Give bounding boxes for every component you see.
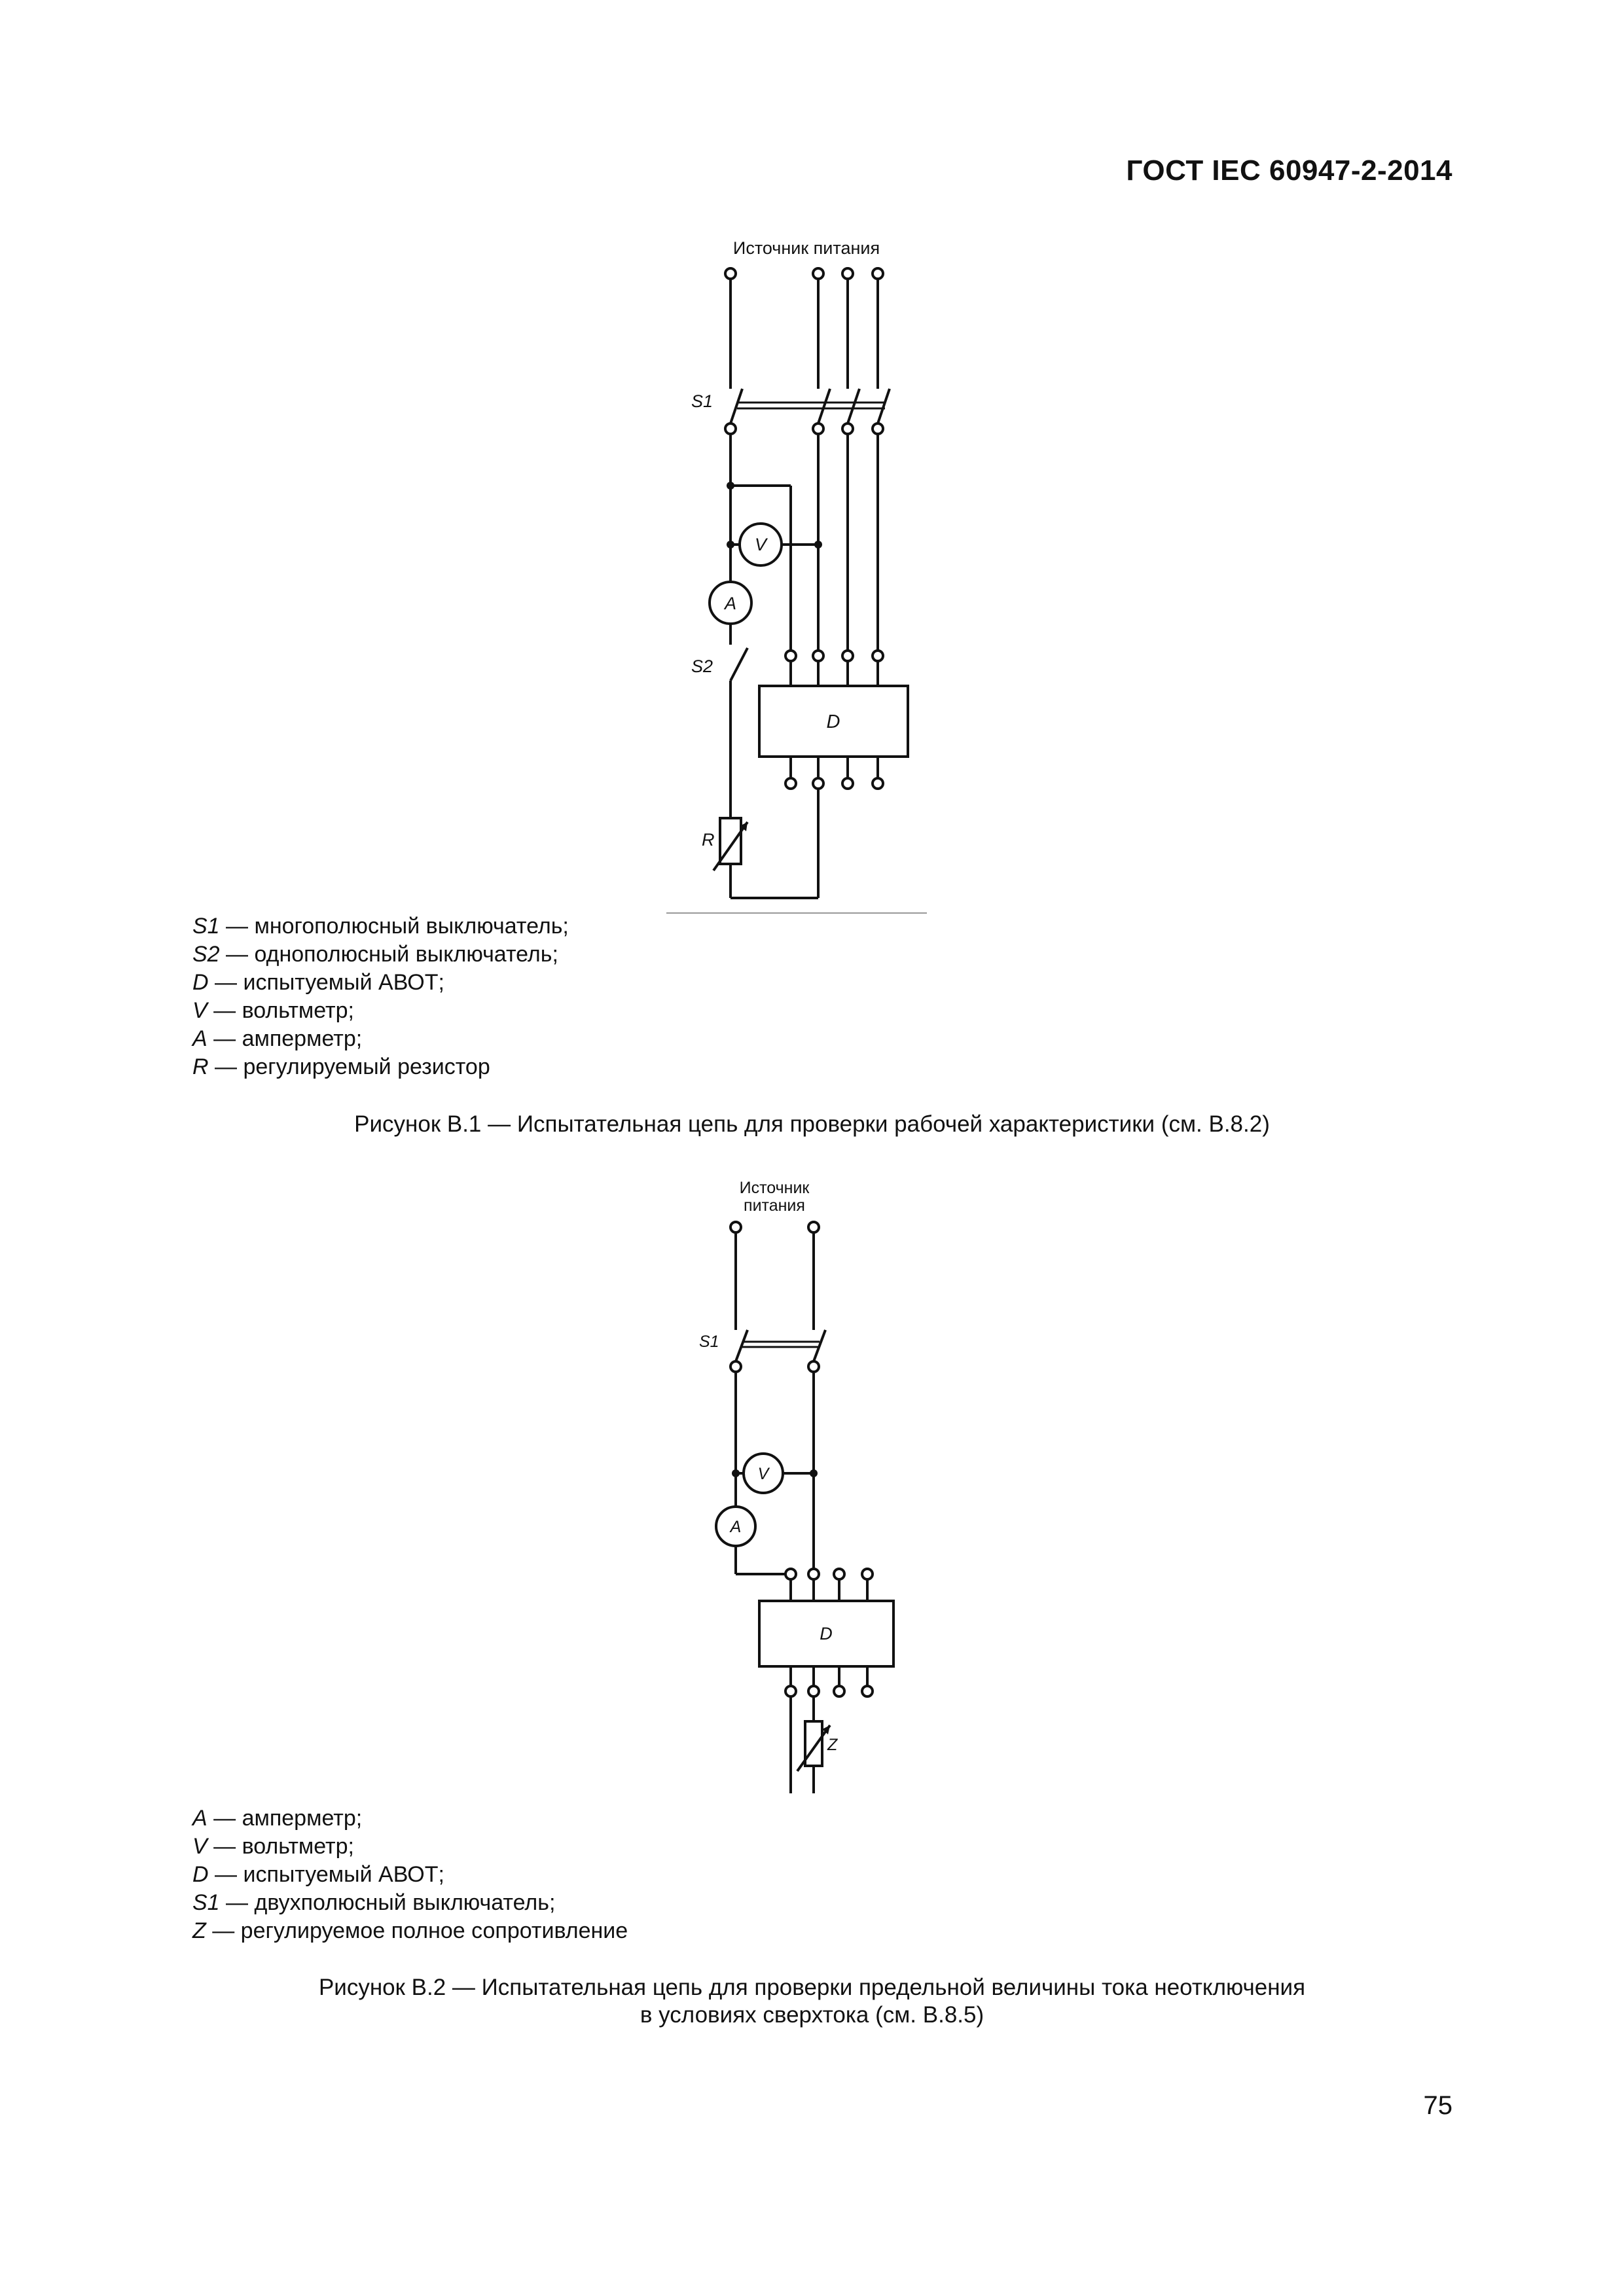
figure-1-resistor-label: R [702,830,715,850]
legend-item: V — вольтметр; [192,998,354,1023]
legend-item: R — регулируемый резистор [192,1054,490,1079]
figure-1-ammeter-label: A [724,594,737,613]
legend-item: V — вольтметр; [192,1834,354,1859]
s1-switch [736,1330,825,1361]
figure-2-device-label: D [820,1624,833,1643]
figure-2-caption-line2: в условиях сверхтока (см. В.8.5) [640,2002,984,2028]
standard-header: ГОСТ IEC 60947-2-2014 [1126,154,1453,187]
figure-2-source-label-line1: Источник [739,1179,810,1197]
legend-item: A — амперметр; [192,1806,363,1831]
figure-2-s1-label: S1 [699,1333,719,1351]
legend-item: S1 — двухполюсный выключатель; [192,1890,556,1915]
figure-1-source-label: Источник питания [732,238,880,258]
figure-1-voltmeter-label: V [754,535,767,554]
figure-2-caption-line1: Рисунок В.2 — Испытательная цепь для проверки предельной величины тока неотключения [318,1975,1306,2000]
page-number: 75 [1423,2091,1453,2120]
source-terminal [808,1222,819,1232]
figure-2-legend [192,1804,628,1945]
impedance-symbol [805,1721,822,1766]
legend-item: D — испытуемый АВОТ; [192,970,444,995]
figure-1-caption: Рисунок В.1 — Испытательная цепь для проверки рабочей характеристики (см. В.8.2) [354,1111,1270,1137]
legend-item: S1 — многополюсный выключатель; [192,914,569,939]
source-terminal [731,1222,741,1232]
figure-2-source-label-line2: питания [744,1196,805,1215]
figure-2-impedance-label: Z [827,1736,838,1754]
figure-1-s1-label: S1 [691,391,713,411]
legend-item: Z — регулируемое полное сопротивление [192,1918,628,1943]
figure-1-device-label: D [826,711,840,732]
figure-1-s2-label: S2 [691,656,713,676]
figure-2-caption [0,1974,1624,2029]
legend-item: S2 — однополюсный выключатель; [192,942,558,967]
figure-2-ammeter-label: A [730,1518,742,1536]
legend-item: A — амперметр; [192,1026,363,1051]
figure-2-voltmeter-label: V [757,1465,769,1483]
legend-item: D — испытуемый АВОТ; [192,1862,444,1887]
